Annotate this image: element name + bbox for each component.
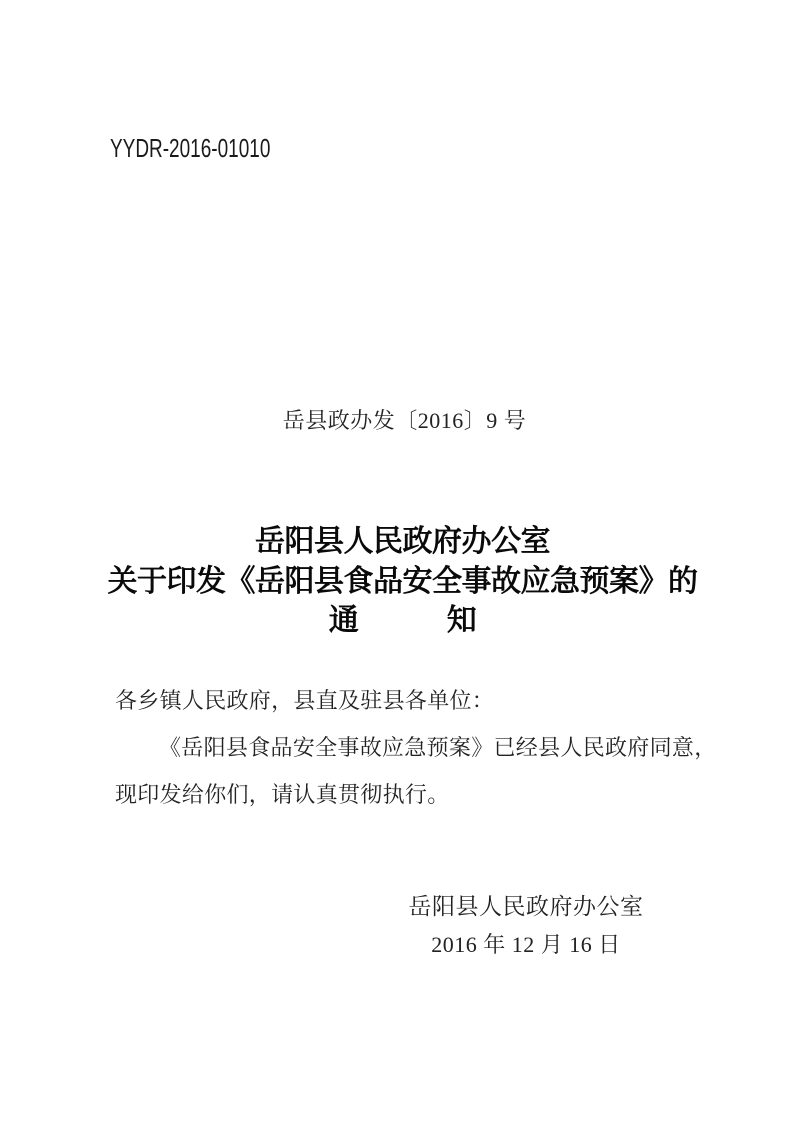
issue-reference-number: 岳县政办发〔2016〕9 号 (282, 408, 527, 433)
document-body (115, 678, 717, 818)
document-title (56, 522, 749, 641)
signature-office: 岳阳县人民政府办公室 (408, 894, 644, 919)
title-line-subject: 关于印发《岳阳县食品安全事故应急预案》的 (107, 564, 698, 598)
signature-date: 2016 年 12 月 16 日 (431, 932, 621, 957)
title-line-issuer: 岳阳县人民政府办公室 (255, 525, 550, 558)
body-salutation: 各乡镇人民政府，县直及驻县各单位： (115, 688, 495, 713)
archive-doc-number: YYDR-2016-01010 (110, 133, 271, 163)
body-paragraph-line-1: 《岳阳县食品安全事故应急预案》已经县人民政府同意， (159, 734, 717, 760)
title-line-notice: 通 知 (328, 604, 477, 637)
body-paragraph-line-2: 现印发给你们，请认真贯彻执行。 (115, 781, 450, 807)
